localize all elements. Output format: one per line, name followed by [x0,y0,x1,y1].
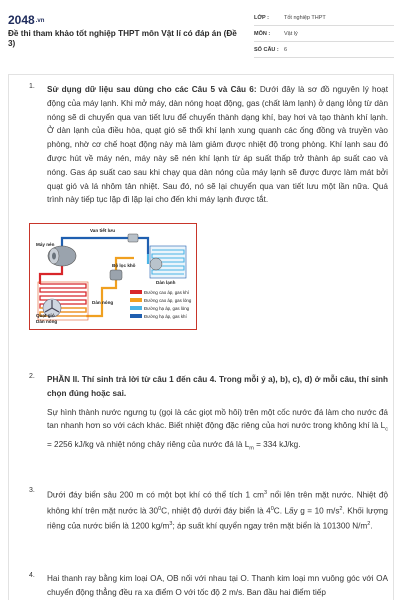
question-body: nổi lên trên mặt nước. Nhiệt độ không khí trên mặt nước là 30 [47,490,388,516]
logo-text: 2048 [8,13,35,27]
label-evaporator: Dàn lạnh [156,280,176,285]
question-text [47,487,388,534]
legend-swatch-low-gas [130,314,142,318]
superscript: 2 [367,521,371,528]
expansion-valve-icon [128,234,138,242]
label-fan-1: Quạt gió [36,313,55,318]
question-number: 4. [29,572,35,579]
logo-tld: .vn [35,17,45,24]
question-number: 2. [29,373,35,380]
question-body: C. Lấy g = 10 m/s [273,506,340,516]
question-text: Hai thanh ray bằng kim loại OA, OB nối với nhau tại O. Thanh kim loại mn vuông góc với OA chuyển động thẳng đều ra xa điểm O với tốc độ 2 m/s. Ban đầu hai điểm tiếp [47,574,388,597]
meta-key: SỐ CÂU : [254,46,279,53]
question-intro: PHẦN II. Thí sinh trả lời từ câu 1 đến câu 4. Trong mỗi ý a), b), c), d) ở mỗi câu, thí sinh chọn đúng hoặc sai. [47,375,388,398]
question-body: . Khối lượng riêng của nước biển là 1200 kg/m [47,506,388,531]
question-body: . [370,521,373,531]
filter-drier-icon [110,270,122,280]
question-body: Dưới đáy biển sâu 200 m có một bọt khí có thể tích 1 cm [47,490,264,500]
legend-label: Đường hạ áp, gas khí [144,314,187,319]
legend-label: Đường hạ áp, gas lỏng [144,306,190,311]
subscript: m [249,445,254,452]
question-intro: Sử dụng dữ liệu sau dùng cho các Câu 5 và Câu 6: [47,85,257,94]
question-body: = 334 kJ/kg. [253,439,301,449]
question-body: = 2256 kJ/kg và nhiệt nóng chảy riêng của nước đá là L [47,439,250,449]
diagram-legend [130,290,192,319]
legend-swatch-low-liquid [130,306,142,310]
superscript: 3 [263,490,268,496]
label-fan-2: Dàn nóng [36,319,58,324]
superscript: 0 [270,505,274,512]
document-header [0,0,400,66]
site-logo[interactable] [8,13,44,27]
legend-label: Đường cao áp, gas khí [144,290,189,295]
meta-value: Tốt nghiệp THPT [284,14,326,21]
evaporator-coil [150,246,186,278]
question-panel [8,74,394,600]
ac-diagram [29,223,197,330]
subscript: c [385,427,388,434]
meta-value: 6 [284,46,288,53]
legend-label: Đường cao áp, gas lỏng [144,298,192,303]
legend-swatch-high-gas [130,290,142,294]
meta-row-subject [254,26,394,42]
meta-table [254,10,394,58]
question-body: Dưới đây là sơ đồ nguyên lý hoạt động của máy lạnh. Khi mở máy, dàn nóng hoạt động, gas (chất làm lạnh) ở dạng lỏng từ dàn nóng sẽ di chuyển qua van tiết lưu để chuyển thành dạng khí, bay hơi và tạo thành khí lạnh. Ở dàn lạnh của điều hòa, quạt gió sẽ thổi khí lạnh xung quanh các ống đồng và truyền vào phòng, nhờ cơ chế hoạt động này mà làm giảm được nhiệt độ trong phòng. Khí lạnh sau đó được hút về máy nén, máy này sẽ nén khí lạnh từ áp suất thấp trở thành áp suất cao và nóng. Gas áp suất cao sau khi chạy qua dàn nóng của máy lạnh sẽ được được làm mát bởi quạt gió và lá nhôm tản nhiệt. Sau đó, nó sẽ lại chuyển qua van tiết lưu một lần nữa. Quá trình này tiếp tục lặp đi lặp lại cho đến khi máy lạnh được tắt. [47,85,388,205]
meta-key: LỚP : [254,14,269,21]
label-condenser: Dàn nóng [92,300,114,305]
question-body: ; áp suất khí quyển ngay trên mặt biển là 101300 N/m [172,521,368,531]
label-expansion-valve: Van tiết lưu [90,228,116,233]
question-body: Sự hình thành nước ngưng tụ (gọi là các giọt mồ hôi) trên một cốc nước đá làm cho nước đá tan nhanh hơn so với cách khác. Biết nhiệt động đặc riêng của hơi nước trong không khí là L [47,407,388,431]
question-text [47,373,388,456]
page-title: Đề thi tham khảo tốt nghiệp THPT môn Vật lí có đáp án (Đề 3) [8,29,237,48]
question-body: C, nhiệt độ dưới đáy biển là 4 [161,506,271,516]
meta-row-class [254,10,394,26]
label-filter: Bộ lọc khô [112,263,136,268]
meta-value: Vật lý [284,30,298,37]
superscript: 3 [169,521,173,528]
compressor-icon [48,246,76,266]
question-text [47,83,388,207]
label-compressor: Máy nén [36,242,55,247]
legend-swatch-high-liquid [130,298,142,302]
superscript: 0 [158,505,162,512]
meta-row-count [254,42,394,58]
question-number: 1. [29,83,35,90]
question-number: 3. [29,487,35,494]
ac-diagram-svg [30,224,196,329]
superscript: 2 [339,505,343,512]
meta-key: MÔN : [254,30,271,37]
